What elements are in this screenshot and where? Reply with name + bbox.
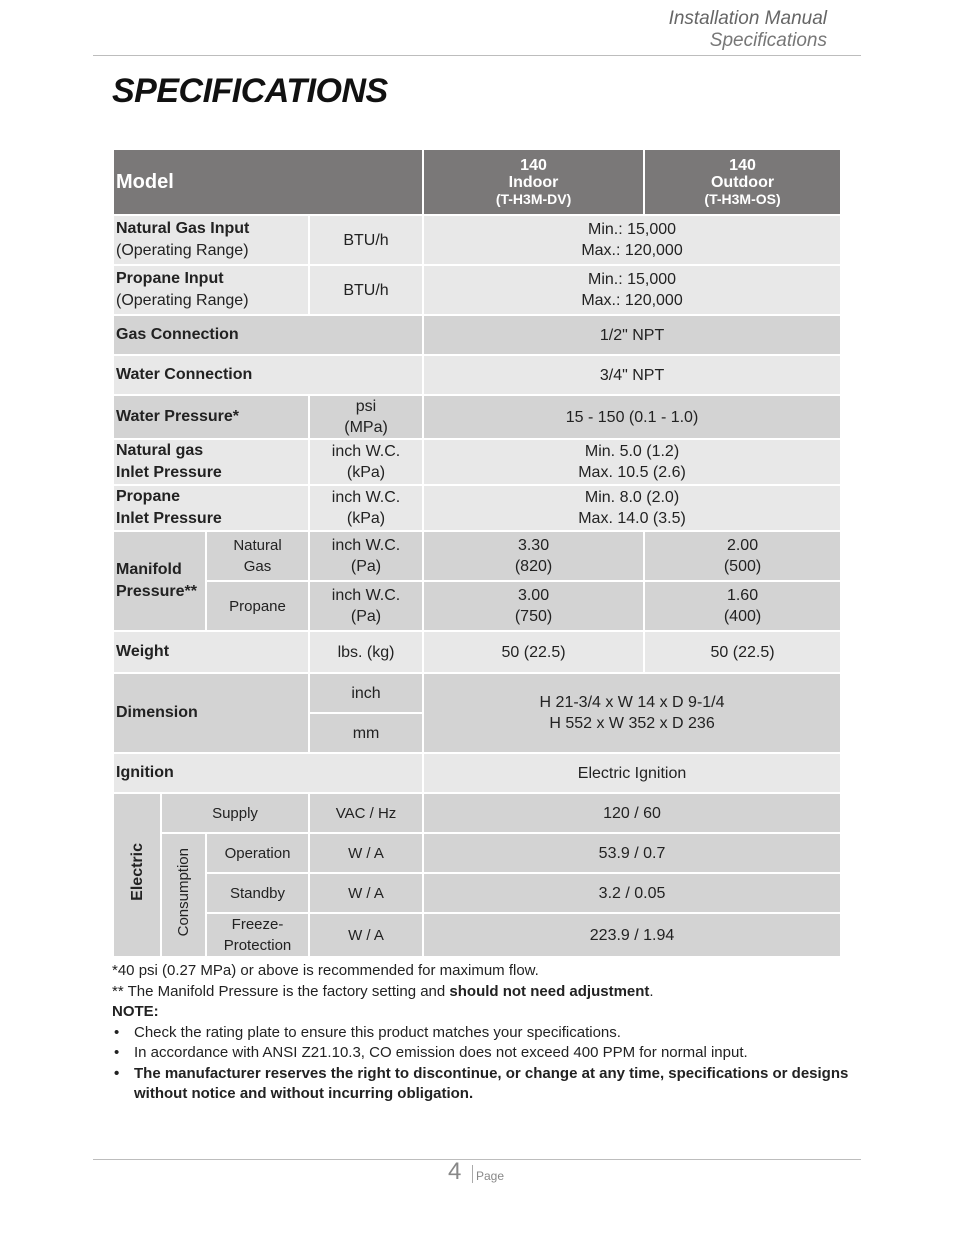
unit-secondary: (kPa) [346,464,386,481]
indoor-model-code: (T-H3M-DV) [495,190,572,207]
natural-gas-input-value [424,216,840,264]
list-item: • In accordance with ANSI Z21.10.3, CO emission does not exceed 400 PPM for normal input. [112,1043,852,1064]
indoor-model-header [424,150,643,214]
outdoor-model-header [645,150,840,214]
label-line: Inlet Pressure [116,510,222,527]
propane-input-label [114,266,308,314]
electric-label [114,794,160,956]
value-max: Max.: 120,000 [581,242,683,259]
gas-connection-label: Gas Connection [114,316,422,354]
label-line: Inlet Pressure [116,464,222,481]
propane-inlet-pressure-unit [310,486,422,530]
table-row [114,582,840,630]
value-secondary: (750) [514,608,553,625]
dimension-unit-inch: inch [310,674,422,712]
natural-gas-inlet-pressure-unit [310,440,422,484]
label-line: Natural [233,537,282,554]
value-primary: 1.60 [726,587,759,604]
value-secondary: (820) [514,558,553,575]
unit-primary: inch W.C. [331,489,401,506]
weight-unit: lbs. (kg) [310,632,422,672]
supply-value: 120 / 60 [424,794,840,832]
footnote-water-pressure: *40 psi (0.27 MPa) or above is recommended for maximum flow. [112,962,539,979]
operation-label: Operation [207,834,308,872]
manifold-natural-gas-label [207,532,308,580]
propane-input-unit: BTU/h [310,266,422,314]
page-number: 4 [448,1158,462,1185]
table-row [114,150,840,214]
table-row [114,440,840,484]
ignition-label: Ignition [114,754,422,792]
freeze-protection-label [207,914,308,956]
value-min: Min. 8.0 (2.0) [584,489,680,506]
dimension-unit-mm: mm [310,714,422,752]
label-text: Natural Gas Input [116,220,250,237]
specifications-table [112,148,842,958]
table-row [114,316,840,354]
value-max: Max. 14.0 (3.5) [578,510,686,527]
label-line: Protection [223,937,292,954]
standby-label: Standby [207,874,308,912]
outdoor-model-number: 140 [729,156,756,174]
supply-label: Supply [162,794,308,832]
natural-gas-input-unit: BTU/h [310,216,422,264]
header-manual-title: Installation Manual [668,8,827,29]
note-label: NOTE: [112,1003,159,1020]
natural-gas-input-label [114,216,308,264]
unit-secondary: (kPa) [346,510,386,527]
operation-unit: W / A [310,834,422,872]
header-section-title: Specifications [709,30,827,51]
label-text: Propane Input [116,270,224,287]
freeze-protection-unit: W / A [310,914,422,956]
footnote-emphasis: should not need adjustment [449,982,650,1000]
table-row [114,396,840,438]
page-label: Page [476,1169,505,1183]
manifold-propane-indoor-value [424,582,643,630]
unit-primary: inch W.C. [331,587,401,604]
water-connection-label: Water Connection [114,356,422,394]
operation-value: 53.9 / 0.7 [424,834,840,872]
unit-primary: inch W.C. [331,443,401,460]
weight-outdoor-value: 50 (22.5) [645,632,840,672]
manifold-natural-gas-unit [310,532,422,580]
dimension-label: Dimension [114,674,308,752]
table-row [114,632,840,672]
value-primary: 2.00 [726,537,759,554]
dimension-value [424,674,840,752]
table-row [114,754,840,792]
propane-inlet-pressure-value [424,486,840,530]
label-subtext: (Operating Range) [116,292,249,309]
footnote-text: . [649,982,654,1000]
header-divider [93,55,861,56]
list-item: • The manufacturer reserves the right to discontinue, or change at any time, specifications or designs without notice and without incurring obligation. [112,1064,852,1105]
unit-secondary: (Pa) [350,558,382,575]
manifold-propane-unit [310,582,422,630]
water-pressure-label: Water Pressure* [114,396,308,438]
electric-label-text: Electric [128,843,146,901]
footnote-text: ** The Manifold Pressure is the factory setting and [112,982,450,1000]
gas-connection-value: 1/2" NPT [424,316,840,354]
table-row [114,216,840,264]
value-min: Min.: 15,000 [588,221,677,238]
table-row [114,532,840,580]
weight-indoor-value: 50 (22.5) [424,632,643,672]
value-max: Max. 10.5 (2.6) [578,464,686,481]
indoor-model-type: Indoor [508,173,559,191]
value-min: Min.: 15,000 [588,271,677,288]
table-row [114,266,840,314]
unit-primary: inch W.C. [331,537,401,554]
notes-list [112,1023,852,1105]
ignition-value: Electric Ignition [424,754,840,792]
table-row [114,914,840,956]
water-pressure-unit [310,396,422,438]
water-connection-value: 3/4" NPT [424,356,840,394]
consumption-label [162,834,205,956]
water-pressure-value: 15 - 150 (0.1 - 1.0) [424,396,840,438]
value-secondary: (500) [723,558,762,575]
standby-unit: W / A [310,874,422,912]
indoor-model-number: 140 [520,156,547,174]
manifold-natural-gas-indoor-value [424,532,643,580]
unit-primary: psi [355,398,377,415]
consumption-label-text: Consumption [175,847,192,937]
footer-divider [93,1159,861,1160]
running-header [669,8,827,52]
weight-label: Weight [114,632,308,672]
label-subtext: (Operating Range) [116,242,249,259]
value-min: Min. 5.0 (1.2) [584,443,680,460]
manifold-natural-gas-outdoor-value [645,532,840,580]
value-primary: 3.30 [517,537,550,554]
label-line: Pressure** [116,583,197,600]
table-row [114,486,840,530]
value-primary: 3.00 [517,587,550,604]
table-row [114,874,840,912]
page-separator [472,1165,473,1183]
label-line: Manifold [116,561,182,578]
propane-input-value [424,266,840,314]
natural-gas-inlet-pressure-label [114,440,308,484]
manifold-pressure-label [114,532,205,630]
table-row [114,674,840,712]
footnote-manifold-pressure [112,982,852,1003]
footnotes [112,961,852,1105]
page-title: SPECIFICATIONS [112,72,388,110]
label-line: Natural gas [116,442,204,459]
outdoor-model-code: (T-H3M-OS) [704,190,781,207]
list-item: • Check the rating plate to ensure this product matches your specifications. [112,1023,852,1044]
label-line: Gas [243,558,272,575]
freeze-protection-value: 223.9 / 1.94 [424,914,840,956]
manifold-propane-label: Propane [207,582,308,630]
standby-value: 3.2 / 0.05 [424,874,840,912]
dimension-mm-value: H 552 x W 352 x D 236 [549,715,715,732]
table-row [114,356,840,394]
outdoor-model-type: Outdoor [710,173,775,191]
dimension-inch-value: H 21-3/4 x W 14 x D 9-1/4 [539,694,725,711]
unit-secondary: (Pa) [350,608,382,625]
table-row [114,794,840,832]
label-line: Propane [116,488,181,505]
table-row [114,834,840,872]
label-line: Freeze- [231,916,284,933]
propane-inlet-pressure-label [114,486,308,530]
manifold-propane-outdoor-value [645,582,840,630]
natural-gas-inlet-pressure-value [424,440,840,484]
unit-secondary: (MPa) [344,419,388,436]
value-max: Max.: 120,000 [581,292,683,309]
model-header-label: Model [114,150,422,214]
supply-unit: VAC / Hz [310,794,422,832]
value-secondary: (400) [723,608,762,625]
